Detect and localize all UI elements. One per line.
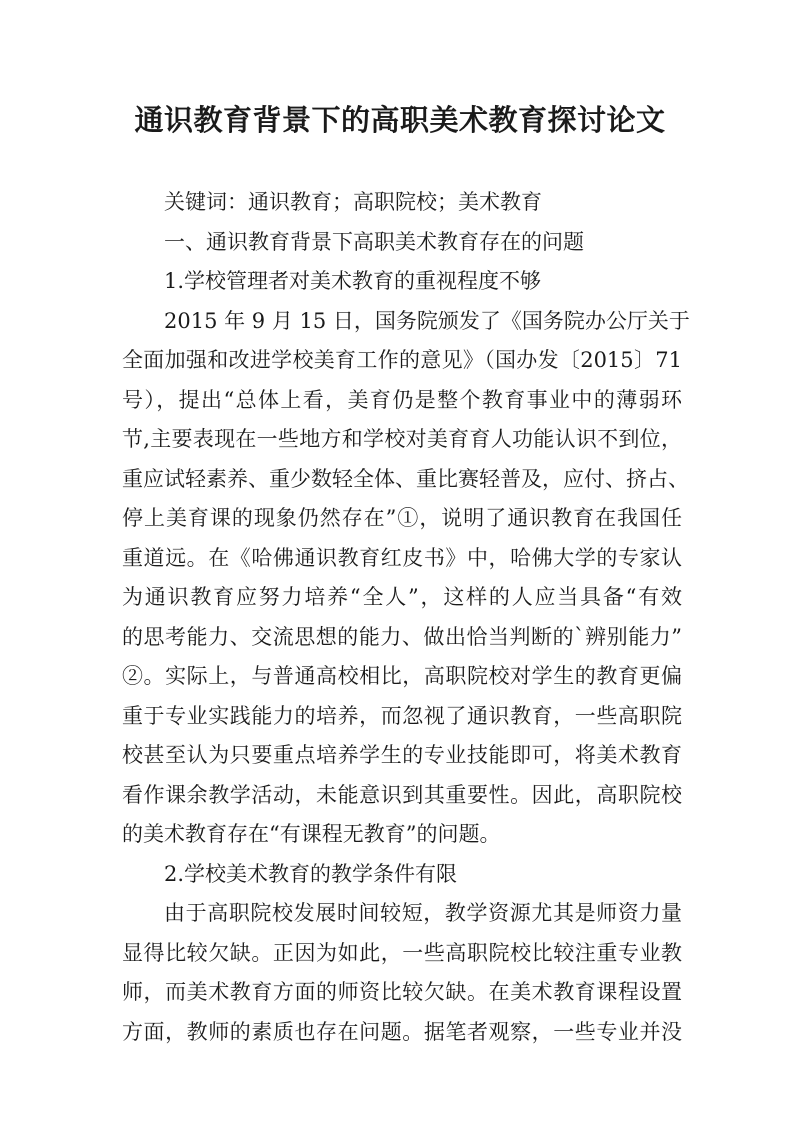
text-line: 方面，教师的素质也存在问题。据笔者观察，一些专业并没 bbox=[122, 1019, 682, 1044]
text-line: 为通识教育应努力培养“全人”，这样的人应当具备“有效 bbox=[122, 585, 682, 609]
text-line: 2015 年 9 月 15 日，国务院颁发了《国务院办公厅关于 bbox=[164, 308, 690, 333]
text-line: 显得比较欠缺。正因为如此，一些高职院校比较注重专业教 bbox=[122, 940, 682, 965]
text-line: 由于高职院校发展时间较短，教学资源尤其是师资力量 bbox=[164, 901, 682, 925]
text-line: 重应试轻素养、重少数轻全体、重比赛轻普及，应付、挤占、 bbox=[122, 466, 689, 491]
text-line: 1.学校管理者对美术教育的重视程度不够 bbox=[164, 269, 542, 293]
text-line: 的思考能力、交流思想的能力、做出恰当判断的`辨别能力” bbox=[122, 624, 682, 649]
text-line: 重道远。在《哈佛通识教育红皮书》中，哈佛大学的专家认 bbox=[122, 545, 682, 570]
text-line: 节,主要表现在一些地方和学校对美育育人功能认识不到位， bbox=[122, 427, 682, 451]
text-line: 看作课余教学活动，未能意识到其重要性。因此，高职院校 bbox=[122, 782, 682, 807]
text-line: 停上美育课的现象仍然存在”①，说明了通识教育在我国任 bbox=[122, 506, 682, 530]
text-line: 2.学校美术教育的教学条件有限 bbox=[164, 861, 458, 886]
text-line: 重于专业实践能力的培养，而忽视了通识教育，一些高职院 bbox=[122, 703, 682, 728]
text-line: 一、通识教育背景下高职美术教育存在的问题 bbox=[164, 229, 584, 254]
text-line: 号），提出“总体上看，美育仍是整个教育事业中的薄弱环 bbox=[122, 387, 682, 412]
text-line: 关键词：通识教育；高职院校；美术教育 bbox=[164, 190, 542, 214]
document-title: 通识教育背景下的高职美术教育探讨论文 bbox=[134, 103, 666, 137]
text-line: 全面加强和改进学校美育工作的意见》（国办发〔2015〕71 bbox=[122, 348, 682, 372]
document-body bbox=[122, 183, 690, 1052]
text-line: 的美术教育存在“有课程无教育”的问题。 bbox=[122, 822, 501, 846]
text-line: 师，而美术教育方面的师资比较欠缺。在美术教育课程设置 bbox=[122, 980, 682, 1004]
text-line: ②。实际上，与普通高校相比，高职院校对学生的教育更偏 bbox=[122, 664, 682, 688]
text-line: 校甚至认为只要重点培养学生的专业技能即可，将美术教育 bbox=[122, 743, 682, 767]
